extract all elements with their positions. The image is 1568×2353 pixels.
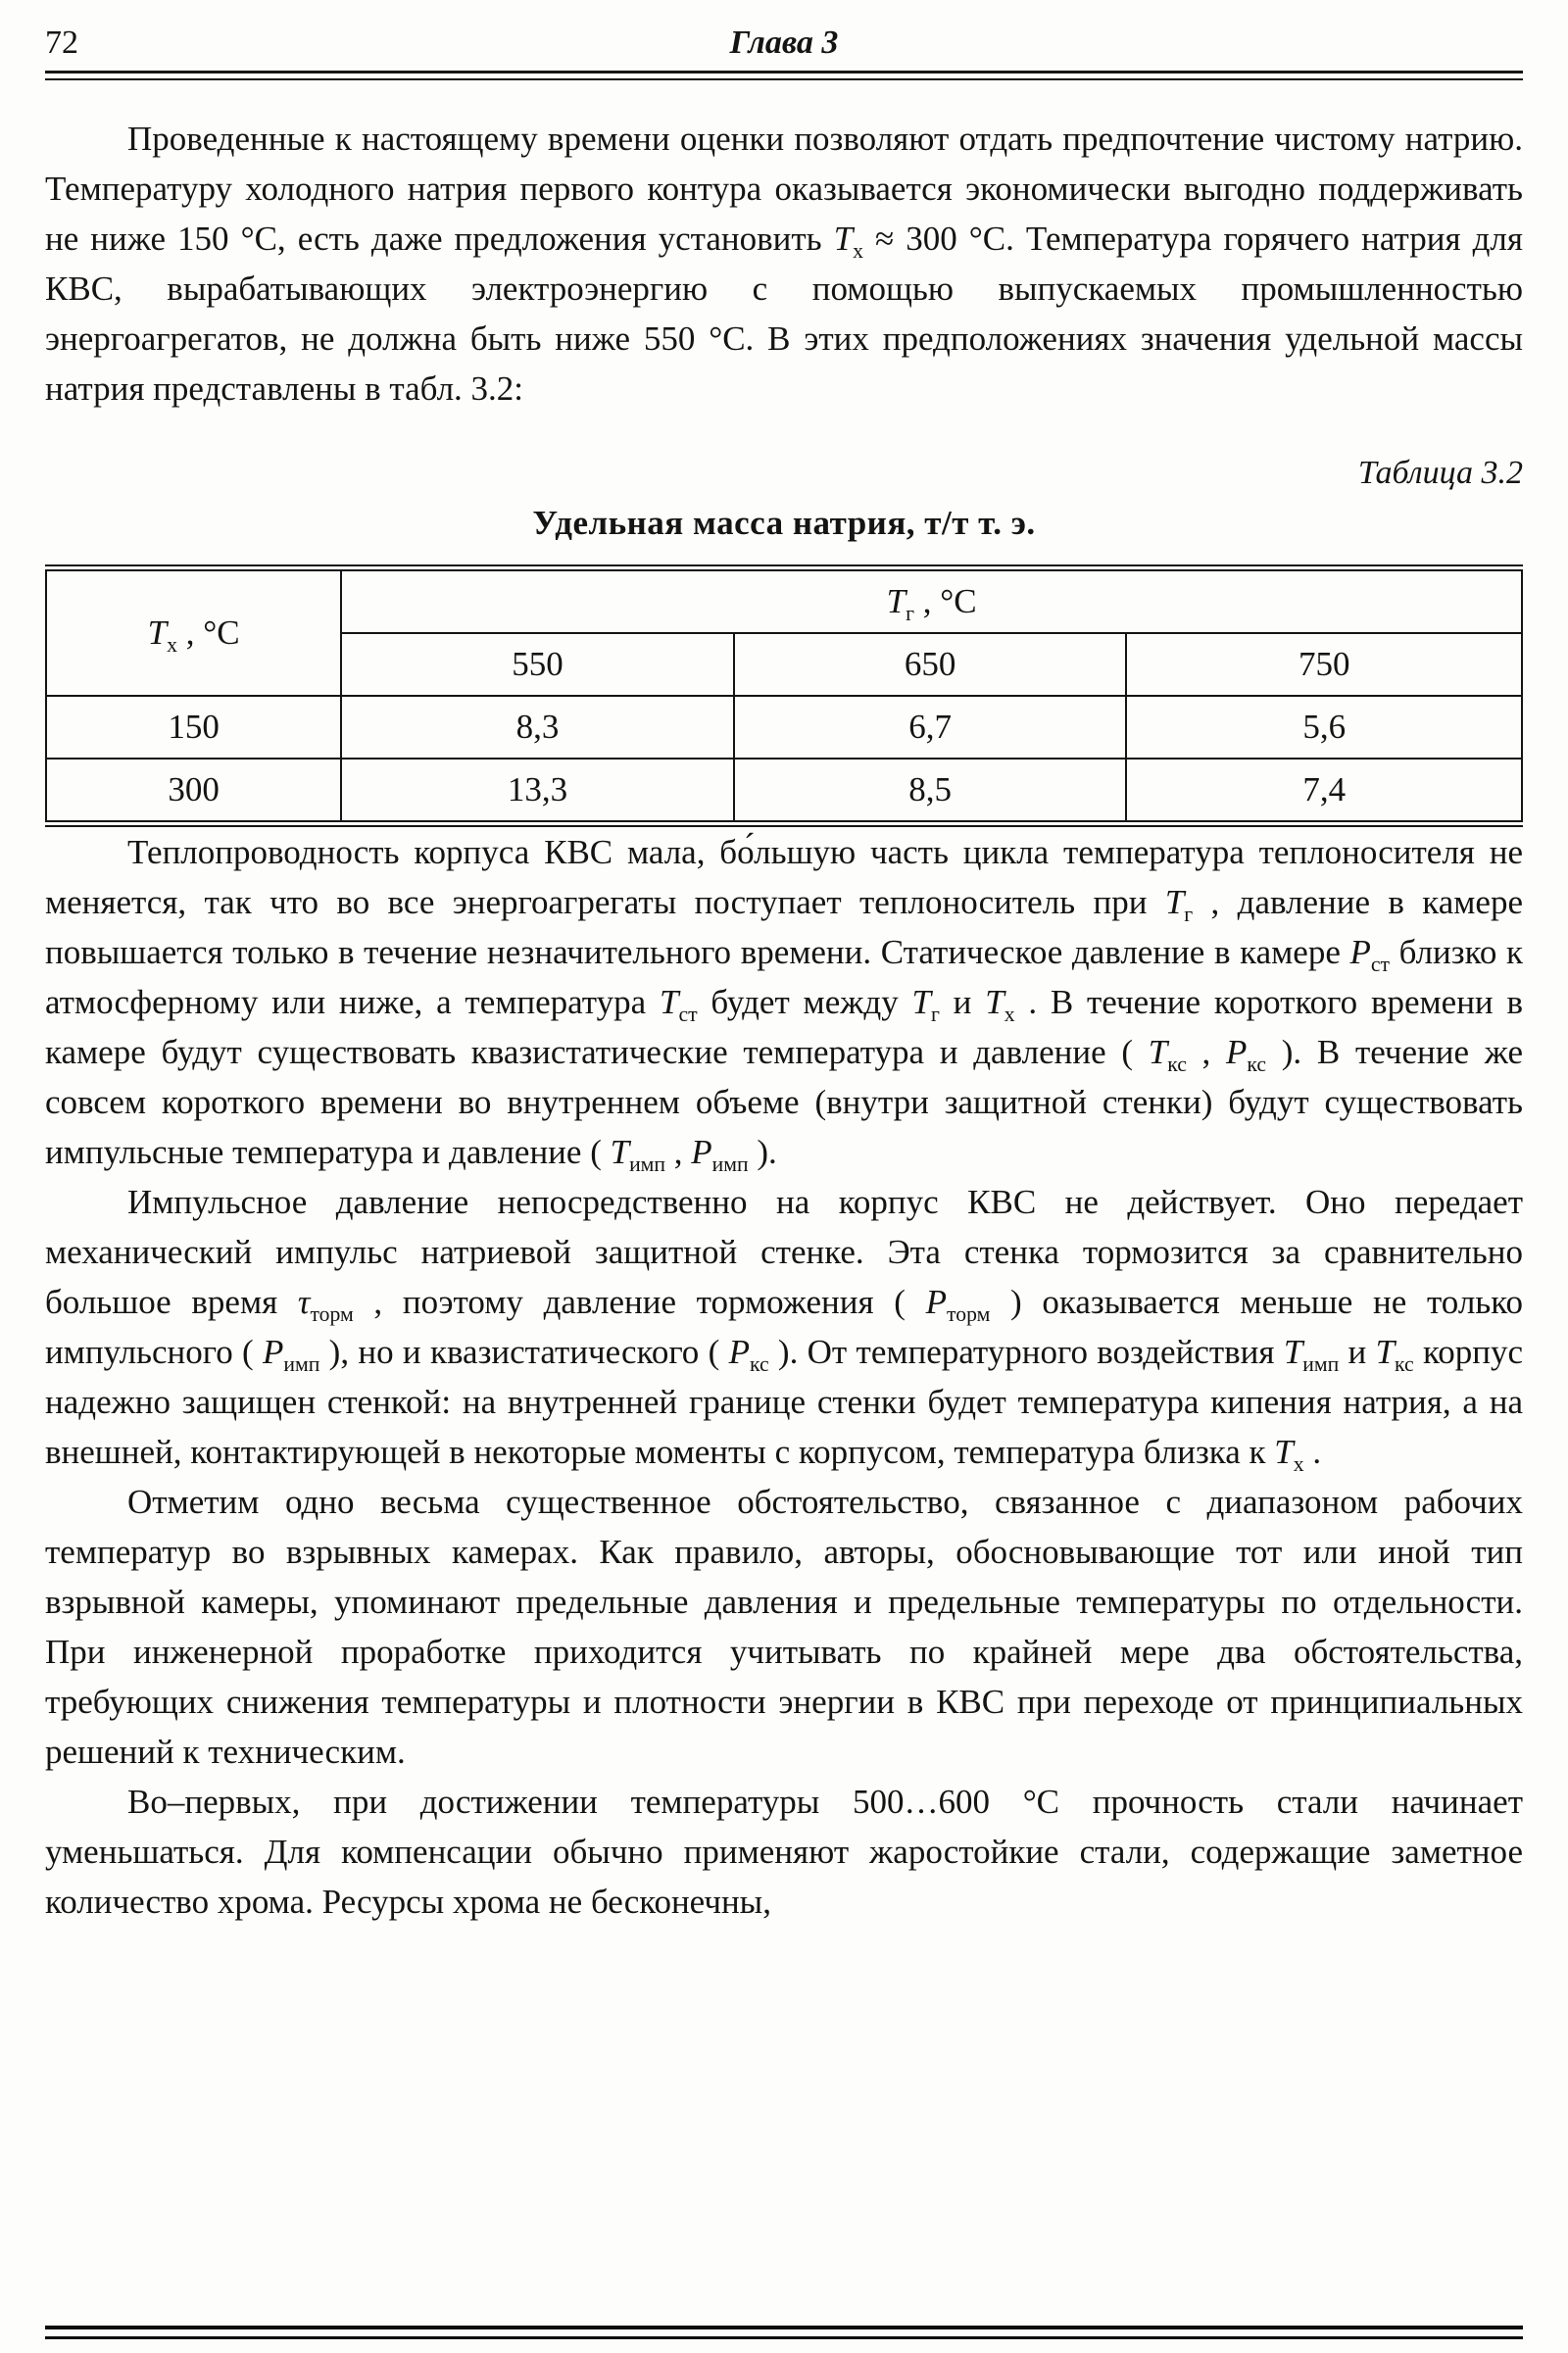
page-number: 72 <box>45 25 78 61</box>
paragraph-4: Отметим одно весьма существенное обстоятельство, связанное с диапазоном рабочих температур во взрывных камерах. Как правило, авторы, обосновывающие тот или иной тип взрывной камеры, упоминают предельные давления и предельные температуры по отдельности. При инженерной проработке приходится учитывать по крайней мере два обстоятельства, требующих снижения температуры и плотности энергии в КВС при переходе от принципиальных решений к техническим. <box>45 1483 1523 1771</box>
chapter-title: Глава 3 <box>729 25 839 61</box>
sodium-mass-table <box>45 564 1523 827</box>
paragraph-5: Во–первых, при достижении температуры 500…600 °С прочность стали начинает уменьшаться. Для компенсации обычно применяют жаростойкие стали, содержащие заметное количество хрома. Ресурсы хрома не бесконечны, <box>45 1783 1523 1921</box>
table-cell: 650 <box>734 633 1127 696</box>
table-cell: 5,6 <box>1126 696 1522 759</box>
table-cell: 13,3 <box>341 759 734 824</box>
table-cell: 550 <box>341 633 734 696</box>
table-header-row-1 <box>46 568 1522 634</box>
table-corner-cell: $Т_х$ , °С <box>46 568 341 697</box>
table-row <box>46 759 1522 824</box>
table-cell: 300 <box>46 759 341 824</box>
table-cell: 6,7 <box>734 696 1127 759</box>
table-cell: 750 <box>1126 633 1522 696</box>
table-cell: 8,5 <box>734 759 1127 824</box>
table-caption: Таблица 3.2 <box>1357 455 1523 491</box>
table-row <box>46 696 1522 759</box>
table-cell: 150 <box>46 696 341 759</box>
table-cell: 8,3 <box>341 696 734 759</box>
paragraph-2: Теплопроводность корпуса КВС мала, бо́льшую часть цикла температура теплоносителя не меняется, так что во все энергоагрегаты поступает теплоноситель при $Т_г$ , давление в камере повышается только в течение незначительного времени. Статическое давление в камере $Р_{ст}$ близко к атмосферному или ниже, а температура $Т_{ст}$ будет между $Т_г$ и $Т_х$ . В течение короткого времени в камере будут существовать квазистатические температура и давление ( $Т_{кс}$ , $Р_{кс}$ ). В течение же совсем короткого времени во внутреннем объеме (внутри защитной стенки) будут существовать импульсные температура и давление ( $Т_{имп}$ , $Р_{имп}$ ). <box>45 833 1524 1176</box>
page-bottom-rule <box>45 2326 1523 2339</box>
page-header <box>45 22 1523 65</box>
paragraph-1: Проведенные к настоящему времени оценки позволяют отдать предпочтение чистому натрию. Температуру холодного натрия первого контура оказывается экономически выгодно поддерживать не ниже 150 °С, есть даже предложения установить $Т_х \approx 300$ °С. Температура горячего натрия для КВС, вырабатывающих электроэнергию с помощью выпускаемых промышленностью энергоагрегатов, не должна быть ниже 550 °С. В этих предположениях значения удельной массы натрия представлены в табл. 3.2: <box>45 120 1523 408</box>
paragraph-3: Импульсное давление непосредственно на корпус КВС не действует. Оно передает механический импульс натриевой защитной стенке. Эта стенка тормозится за сравнительно большое время $\tau_{торм}$ , поэтому давление торможения ( $Р_{торм}$ ) оказывается меньше не только импульсного ( $Р_{имп}$ ), но и квазистатического ( $Р_{кс}$ ). От температурного воздействия $Т_{имп}$ и $Т_{кс}$ корпус надежно защищен стенкой: на внутренней границе стенки будет температура кипения натрия, а на внешней, контактирующей в некоторые моменты с корпусом, температура близка к $Т_х$ . <box>45 1183 1523 1476</box>
table-cell: 7,4 <box>1126 759 1522 824</box>
header-rule <box>45 71 1523 80</box>
table-title: Удельная масса натрия, т/т т. э. <box>532 504 1036 542</box>
table-col-group-header: $Т_г$ , °С <box>341 568 1522 634</box>
